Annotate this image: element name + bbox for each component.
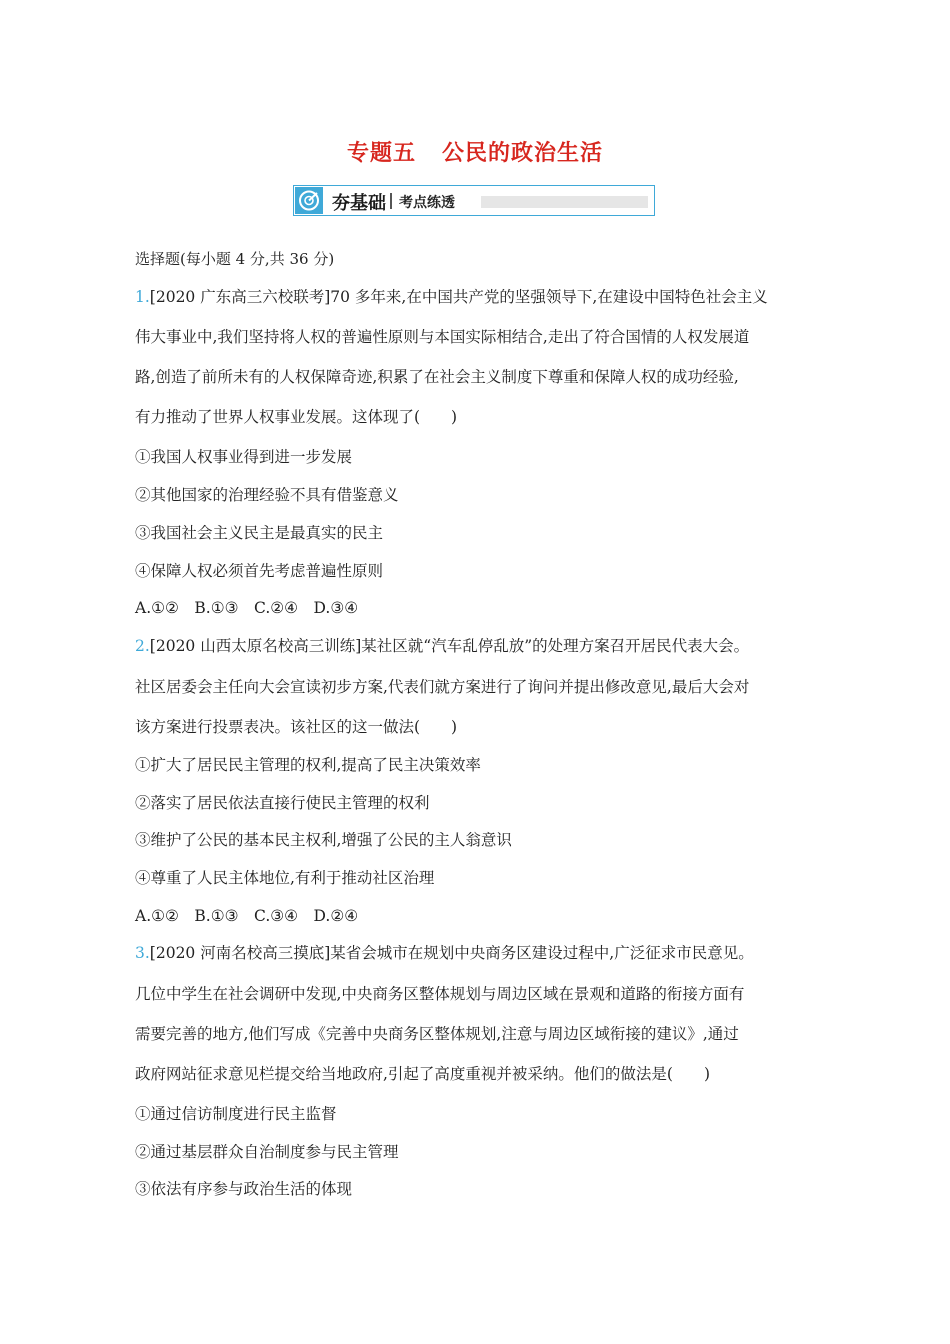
- question-2-line: [135, 636, 749, 656]
- option-item: ①我国人权事业得到进一步发展: [135, 448, 353, 466]
- section-heading: 选择题(每小题 4 分,共 36 分): [135, 250, 335, 268]
- question-number: 1.: [135, 288, 150, 306]
- banner-sub-label: 考点练透: [399, 195, 455, 211]
- title-subject: 公民的政治生活: [442, 141, 604, 166]
- question-text: 路,创造了前所未有的人权保障奇迹,积累了在社会主义制度下尊重和保障人权的成功经验,: [135, 368, 739, 386]
- question-number: 3.: [135, 944, 150, 962]
- target-icon: [295, 187, 323, 214]
- question-text: 需要完善的地方,他们写成《完善中央商务区整体规划,注意与周边区域衔接的建议》,通过: [135, 1025, 739, 1043]
- answer-choices: A.①② B.①③ C.③④ D.②④: [135, 907, 359, 925]
- option-item: ①通过信访制度进行民主监督: [135, 1105, 337, 1123]
- page-title: [0, 136, 950, 167]
- question-text: 伟大事业中,我们坚持将人权的普遍性原则与本国实际相结合,走出了符合国情的人权发展道: [135, 328, 750, 346]
- question-3-line: [135, 943, 754, 963]
- option-item: ③依法有序参与政治生活的体现: [135, 1180, 353, 1198]
- section-banner: [293, 185, 655, 216]
- question-text: 几位中学生在社会调研中发现,中央商务区整体规划与周边区域在景观和道路的衔接方面有: [135, 985, 745, 1003]
- question-text: 有力推动了世界人权事业发展。这体现了( ): [135, 408, 458, 426]
- question-text: [2020 广东高三六校联考]70 多年来,在中国共产党的坚强领导下,在建设中国特色社会主义: [149, 288, 768, 306]
- question-text: 社区居委会主任向大会宣读初步方案,代表们就方案进行了询问并提出修改意见,最后大会对: [135, 678, 750, 696]
- question-text: 政府网站征求意见栏提交给当地政府,引起了高度重视并被采纳。他们的做法是( ): [135, 1065, 711, 1083]
- question-number: 2.: [135, 637, 150, 655]
- option-item: ③维护了公民的基本民主权利,增强了公民的主人翁意识: [135, 831, 512, 849]
- option-item: ③我国社会主义民主是最真实的民主: [135, 524, 384, 542]
- question-text: [2020 河南名校高三摸底]某省会城市在规划中央商务区建设过程中,广泛征求市民意见。: [149, 944, 754, 962]
- question-text: [2020 山西太原名校高三训练]某社区就“汽车乱停乱放”的处理方案召开居民代表大会。: [149, 637, 750, 655]
- banner-main-label: 夯基础: [332, 193, 386, 214]
- answer-choices: A.①② B.①③ C.②④ D.③④: [135, 599, 359, 617]
- title-topic: 专题五: [346, 141, 416, 166]
- question-1-line: [135, 287, 768, 307]
- option-item: ②落实了居民依法直接行使民主管理的权利: [135, 794, 430, 812]
- option-item: ②通过基层群众自治制度参与民主管理: [135, 1143, 399, 1161]
- banner-bar: [481, 196, 648, 208]
- banner-divider: [390, 193, 392, 209]
- option-item: ①扩大了居民民主管理的权利,提高了民主决策效率: [135, 756, 481, 774]
- option-item: ④尊重了人民主体地位,有利于推动社区治理: [135, 869, 435, 887]
- option-item: ②其他国家的治理经验不具有借鉴意义: [135, 486, 399, 504]
- option-item: ④保障人权必须首先考虑普遍性原则: [135, 562, 384, 580]
- question-text: 该方案进行投票表决。该社区的这一做法( ): [135, 718, 458, 736]
